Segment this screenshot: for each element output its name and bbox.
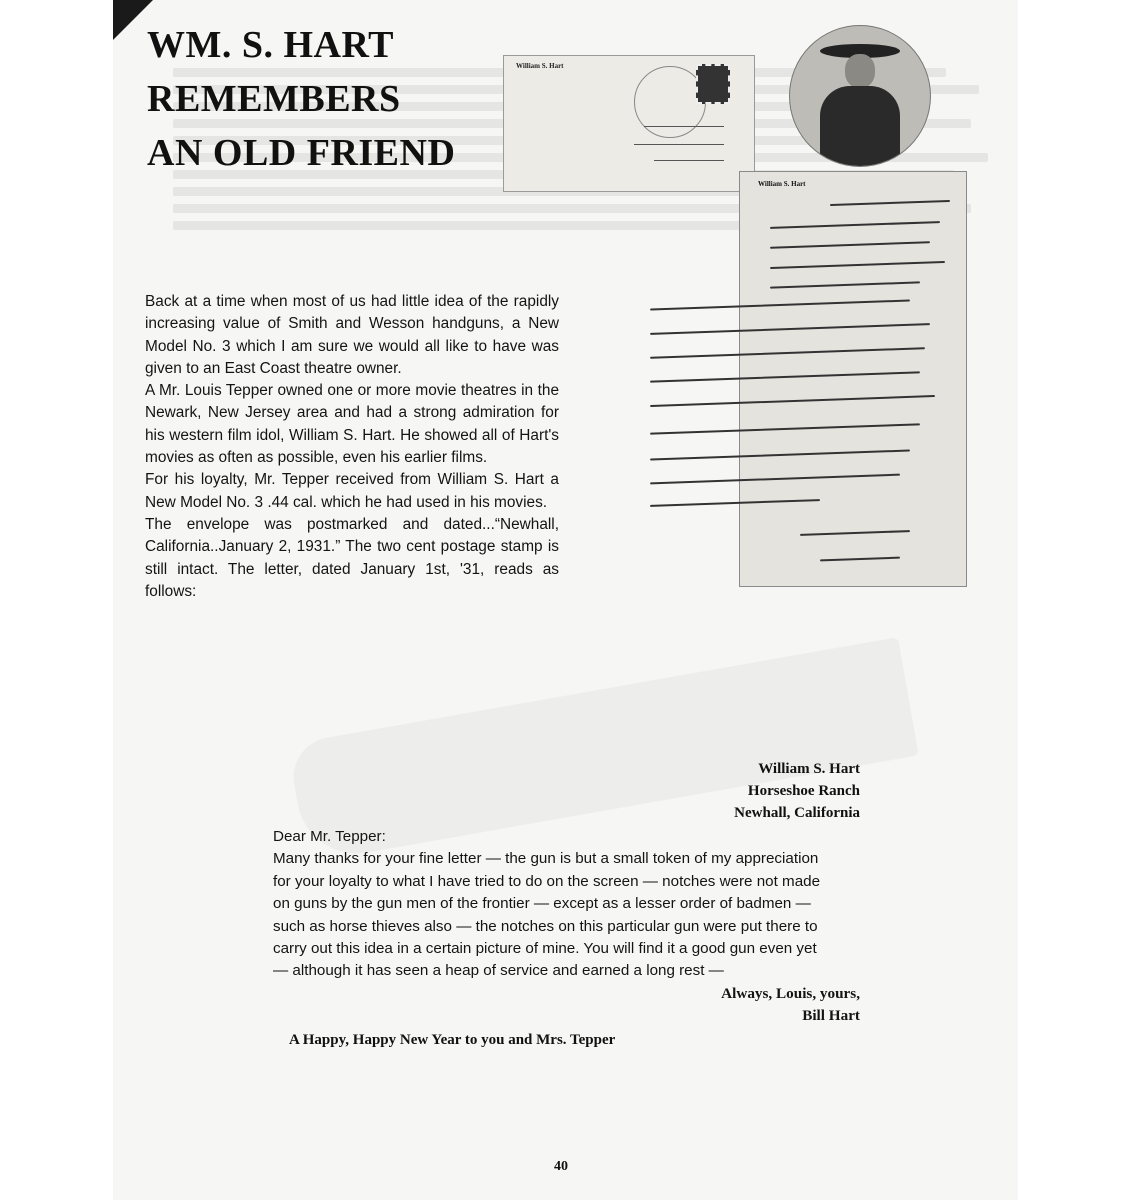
intro-paragraph: A Mr. Louis Tepper owned one or more movie theatres in the Newark, New Jersey area and had a strong admiration for his western film idol, William S. Hart. He showed all of Hart's movies as often as possible, even his earlier films. bbox=[145, 382, 559, 467]
letter-line: — although it has seen a heap of service and earned a long rest — bbox=[273, 962, 724, 980]
letterhead: William S. Hart bbox=[758, 180, 806, 188]
intro-paragraph: For his loyalty, Mr. Tepper received from William S. Hart a New Model No. 3 .44 cal. which he had used in his movies. bbox=[145, 471, 559, 511]
article-title bbox=[147, 18, 455, 180]
title-line-2: REMEMBERS bbox=[147, 78, 401, 120]
title-line-1: WM. S. HART bbox=[147, 24, 394, 66]
intro-paragraph: The envelope was postmarked and dated...“Newhall, California..January 2, 1931.” The two cent postage stamp is still intact. The letter, dated January 1st, '31, reads as follows: bbox=[145, 515, 559, 600]
sender-ranch: Horseshoe Ranch bbox=[747, 783, 860, 799]
sender-address bbox=[734, 758, 860, 824]
title-line-3: AN OLD FRIEND bbox=[147, 132, 456, 174]
intro-text bbox=[145, 291, 559, 603]
salutation: Dear Mr. Tepper: bbox=[273, 828, 386, 845]
letter-line: for your loyalty to what I have tried to do on the screen — notches were not made bbox=[273, 872, 821, 890]
letter-transcription bbox=[273, 826, 860, 1028]
closing: Always, Louis, yours, bbox=[721, 984, 860, 1002]
handwritten-letter bbox=[739, 171, 967, 587]
postage-stamp bbox=[696, 64, 730, 104]
signature: Bill Hart bbox=[802, 1007, 860, 1025]
letter-line: such as horse thieves also — the notches on this particular gun were put there to bbox=[273, 917, 818, 935]
letter-line: carry out this idea in a certain picture of mine. You will find it a good gun even yet bbox=[273, 940, 817, 958]
letter-line: on guns by the gun men of the frontier — except as a lesser order of badmen — bbox=[273, 895, 811, 913]
letter-photograph bbox=[503, 55, 973, 595]
letter-line: Many thanks for your fine letter — the gun is but a small token of my appreciation bbox=[273, 850, 819, 868]
intro-paragraph: Back at a time when most of us had little idea of the rapidly increasing value of Smith and Wesson handguns, a New Model No. 3 which I am sure we would all like to have was given to an East Coast theatre owner. bbox=[145, 293, 559, 377]
page-number: 40 bbox=[554, 1159, 568, 1174]
envelope-image bbox=[503, 55, 755, 192]
sender-city: Newhall, California bbox=[734, 805, 860, 821]
sender-name: William S. Hart bbox=[758, 761, 860, 777]
hart-portrait bbox=[789, 25, 931, 167]
magazine-page bbox=[113, 0, 1018, 1200]
envelope-header: William S. Hart bbox=[516, 62, 564, 70]
postscript: A Happy, Happy New Year to you and Mrs. Tepper bbox=[289, 1032, 616, 1048]
